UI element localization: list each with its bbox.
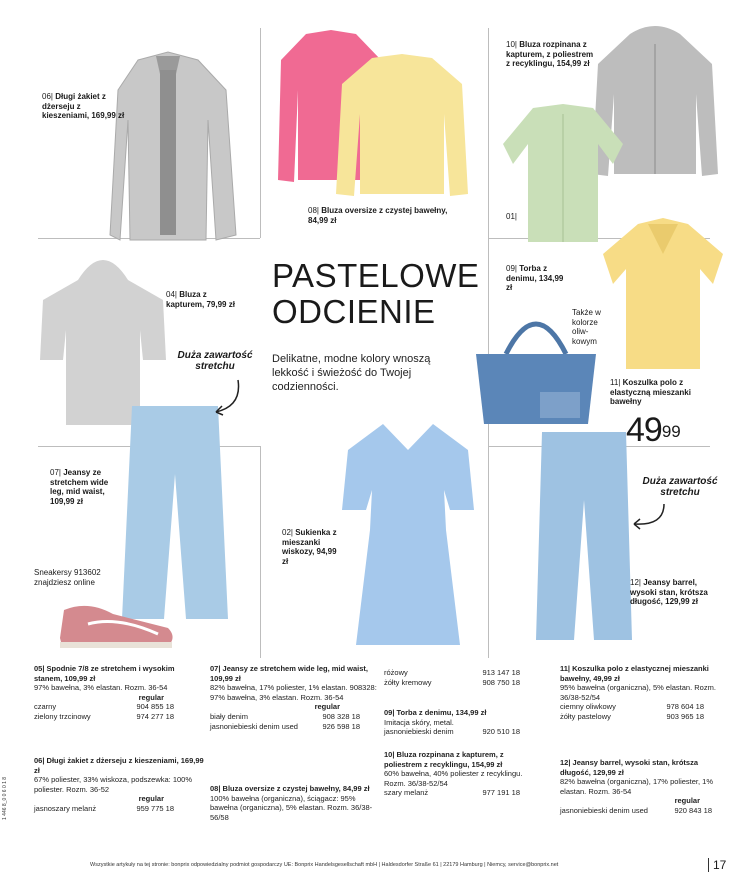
- label-number: 01|: [506, 212, 517, 221]
- label-number: 08|: [308, 206, 319, 215]
- spec-row: [34, 804, 204, 814]
- spec-row: [384, 788, 534, 798]
- article-number: 926 598 18: [322, 721, 360, 731]
- article-number: 977 191 18: [482, 788, 520, 798]
- page-number: 17: [708, 858, 726, 872]
- color-name: żółty pastelowy: [560, 711, 611, 721]
- spec-row: [560, 806, 720, 816]
- label-text: Jeansy ze stretchem wide leg, mid waist, 109,99 zł: [50, 468, 109, 506]
- spec-desc: 82% bawełna, 17% poliester, 1% elastan. 908328: 97% bawełna, 3% elastan. Rozm. 36-54: [210, 683, 377, 702]
- label-09-note: Także w kolorze oliw-kowym: [572, 308, 601, 346]
- blazer-image: [108, 50, 238, 250]
- spec-fit: regular: [138, 794, 164, 804]
- spec-row: [210, 712, 380, 722]
- price-integer: 49: [626, 411, 662, 449]
- spec-title: 07| Jeansy ze stretchem wide leg, mid waist, 109,99 zł: [210, 664, 368, 683]
- color-name: czarny: [34, 702, 57, 712]
- spec-colors: [384, 668, 534, 687]
- page-subtitle: Delikatne, modne kolory wnoszą lekkość i świeżość do Twojej codzienności.: [272, 353, 431, 393]
- color-name: żółty kremowy: [384, 677, 432, 687]
- side-code: 1 446 8_0 0 6 0 1 8: [2, 776, 8, 820]
- article-number: 974 277 18: [136, 711, 174, 721]
- label-02: [282, 528, 338, 566]
- label-10: [506, 40, 596, 69]
- label-number: 12|: [630, 578, 641, 587]
- label-text: Torba z denimu, 134,99 zł: [506, 264, 564, 292]
- spec-07: [210, 664, 380, 731]
- color-name: ciemny oliwkowy: [560, 702, 616, 712]
- grid-line: [260, 446, 261, 658]
- spec-10: [384, 750, 534, 798]
- label-number: 09|: [506, 264, 517, 273]
- price-tag: [626, 413, 681, 447]
- spec-desc: 60% bawełna, 40% poliester z recyklingu. Rozm. 36/38-52/54: [384, 769, 523, 788]
- blue-dress-image: [338, 420, 478, 650]
- label-number: 07|: [50, 468, 61, 477]
- yellow-sweatshirt-image: [332, 54, 472, 204]
- label-text: Bluza rozpinana z kapturem, z poliestrem z recyklingu, 154,99 zł: [506, 40, 594, 68]
- stretch-callout-left: Duża zawartość stretchu: [177, 350, 253, 372]
- stretch-callout-right: Duża zawartość stretchu: [642, 476, 718, 498]
- color-name: różowy: [384, 668, 408, 677]
- sneaker-note: Sneakersy 913602 znajdziesz online: [34, 568, 101, 587]
- spec-desc: 95% bawełna (organiczna), 5% elastan. Rozm. 36/38-52/54: [560, 683, 716, 702]
- color-name: jasnoniebieski denim used: [560, 805, 648, 815]
- label-text: Długi żakiet z dżerseju z kieszeniami, 169,99 zł: [42, 92, 125, 120]
- article-number: 908 750 18: [482, 677, 520, 687]
- color-name: zielony trzcinowy: [34, 711, 91, 721]
- spec-row: [560, 712, 720, 722]
- spec-title: 05| Spodnie 7/8 ze stretchem i wysokim stanem, 109,99 zł: [34, 664, 175, 683]
- spec-fit: regular: [674, 796, 700, 806]
- spec-row: [384, 668, 534, 678]
- spec-title: 12| Jeansy barrel, wysoki stan, krótsza długość, 129,99 zł: [560, 758, 699, 777]
- label-number: 02|: [282, 528, 293, 537]
- sneaker-image: [58, 598, 178, 650]
- label-text: Koszulka polo z elastyczną mieszanki bawełny: [610, 378, 691, 406]
- label-number: 06|: [42, 92, 53, 101]
- label-number: 10|: [506, 40, 517, 49]
- spec-desc: 67% poliester, 33% wiskoza, podszewka: 100% poliester. Rozm. 36-52: [34, 775, 193, 794]
- label-04: [166, 290, 246, 309]
- barrel-jeans-image: [534, 430, 634, 645]
- grid-line: [260, 28, 261, 238]
- label-text: Bluza z kapturem, 79,99 zł: [166, 290, 235, 309]
- label-text: Bluza oversize z czystej bawełny, 84,99 zł: [308, 206, 448, 225]
- spec-row: [34, 712, 204, 722]
- color-name: szary melanż: [384, 788, 429, 798]
- article-number: 904 855 18: [136, 702, 174, 712]
- spec-title: 08| Bluza oversize z czystej bawełny, 84,99 zł: [210, 784, 370, 793]
- article-number: 920 510 18: [482, 727, 520, 737]
- color-name: jasnoniebieski denim: [384, 727, 454, 737]
- footer-legal: Wszystkie artykuły na tej stronie: bonprix odpowiedzialny podmiot gospodarczy UE: Bonprix Handelsgesellschaft mbH | Haldesdorfer Straße 61 | 22179 Hamburg | Niemcy, service@bonprix.net: [90, 862, 559, 868]
- spec-11: [560, 664, 720, 722]
- arrow-icon: [628, 502, 668, 532]
- spec-desc: 100% bawełna (organiczna), ściągacz: 95% bawełna (organiczna), 5% elastan. Rozm. 36/38-56/58: [210, 793, 373, 822]
- spec-desc: 97% bawełna, 3% elastan. Rozm. 36-54: [34, 683, 168, 693]
- title-line: PASTELOWE: [272, 257, 480, 294]
- color-name: biały denim: [210, 711, 248, 721]
- color-name: jasnoniebieski denim used: [210, 721, 298, 731]
- grey-hoodie-image: [38, 250, 168, 430]
- article-number: 920 843 18: [674, 805, 712, 815]
- price-decimal: 99: [661, 422, 681, 441]
- label-text: Jeansy barrel, wysoki stan, krótsza długość, 129,99 zł: [630, 578, 708, 606]
- spec-09: [384, 708, 534, 737]
- color-name: jasnoszary melanż: [34, 803, 97, 813]
- label-09: [506, 264, 566, 293]
- spec-title: 10| Bluza rozpinana z kapturem, z poliestrem z recyklingu, 154,99 zł: [384, 750, 504, 769]
- spec-desc: Imitacja skóry, metal.: [384, 717, 454, 727]
- article-number: 959 775 18: [136, 803, 174, 813]
- label-07: [50, 468, 120, 506]
- yellow-polo-image: [598, 214, 728, 374]
- spec-row: [384, 678, 534, 688]
- label-01: [506, 212, 517, 222]
- spec-title: 11| Koszulka polo z elastycznej mieszanki bawełny, 49,99 zł: [560, 664, 709, 683]
- article-number: 913 147 18: [482, 668, 520, 677]
- spec-row: [34, 702, 204, 712]
- article-number: 903 965 18: [666, 711, 704, 721]
- label-08: [308, 206, 458, 225]
- label-06: [42, 92, 130, 121]
- page-title: [272, 258, 479, 330]
- spec-desc: 82% bawełna (organiczna), 17% poliester, 1% elastan. Rozm. 36-54: [560, 777, 714, 796]
- spec-fit: regular: [138, 692, 164, 702]
- spec-12: [560, 758, 720, 816]
- label-number: 11|: [610, 378, 621, 387]
- spec-05: [34, 664, 204, 722]
- label-text: Sukienka z mieszanki wiskozy, 94,99 zł: [282, 528, 337, 566]
- spec-row: [210, 722, 380, 732]
- label-11: [610, 378, 710, 407]
- spec-row: [384, 727, 534, 737]
- spec-08: [210, 784, 375, 822]
- spec-06: [34, 756, 204, 814]
- label-number: 04|: [166, 290, 177, 299]
- arrow-icon: [208, 378, 248, 418]
- article-number: 908 328 18: [322, 711, 360, 721]
- label-12: [630, 578, 716, 607]
- spec-fit: regular: [314, 702, 340, 712]
- spec-title: 09| Torba z denimu, 134,99 zł: [384, 708, 487, 717]
- spec-title: 06| Długi żakiet z dżerseju z kieszeniami, 169,99 zł: [34, 756, 204, 775]
- spec-row: [560, 702, 720, 712]
- title-line: ODCIENIE: [272, 293, 436, 330]
- article-number: 978 604 18: [666, 702, 704, 712]
- wide-leg-jeans-image: [120, 404, 230, 624]
